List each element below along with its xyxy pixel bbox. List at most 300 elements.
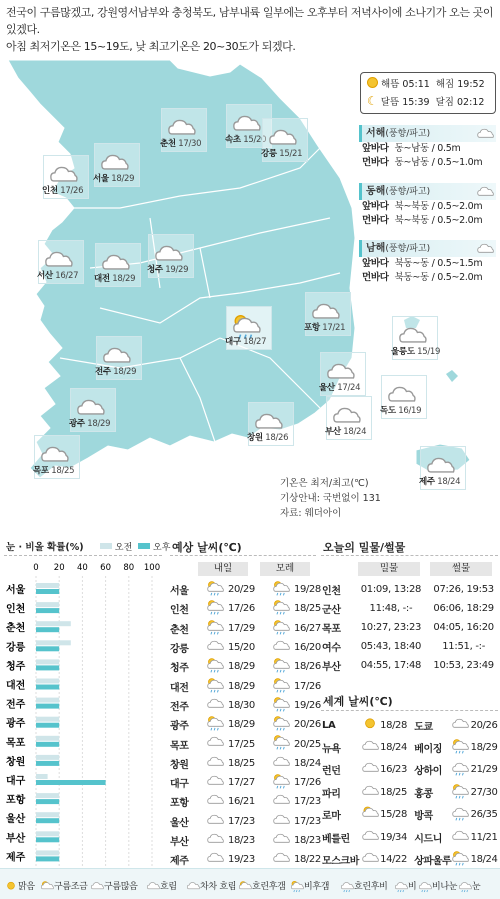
- city-name: 광주: [69, 419, 85, 429]
- city-name: 목포: [33, 466, 49, 476]
- rain-legend: 오전 오후: [100, 540, 170, 553]
- forecast-city: 창원: [170, 759, 189, 771]
- forecast-col-dayafter: 모레: [260, 562, 310, 576]
- tide-low: 06:06, 18:29: [433, 603, 494, 614]
- category-label: 강릉: [6, 642, 26, 654]
- forecast-temp-tomorrow: 20/29: [228, 584, 255, 596]
- forecast-temp-tomorrow: 18/30: [228, 699, 255, 711]
- city-temp: 16/19: [398, 406, 422, 416]
- axis-tick-label: 0: [33, 563, 39, 573]
- forecast-row: [170, 676, 338, 695]
- category-label: 포항: [6, 795, 26, 807]
- forecast-city: 목포: [170, 740, 189, 752]
- bar-pm: [36, 627, 59, 632]
- legend-item: [394, 879, 416, 896]
- cloudy-icon: [206, 638, 228, 657]
- axis-tick-label: 60: [100, 563, 112, 573]
- map-city-1: [161, 108, 207, 152]
- forecast-temp-tomorrow: 17/23: [228, 815, 255, 827]
- city-temp: 18/27: [243, 337, 267, 347]
- forecast-row: [170, 792, 338, 811]
- category-label: 울산: [6, 814, 26, 826]
- city-name: 제주: [419, 477, 435, 487]
- legend-item: [238, 879, 286, 896]
- world-city: 파리: [322, 788, 341, 800]
- map-city-18: [420, 446, 466, 490]
- tide-row: [322, 618, 500, 637]
- tide-city: 여수: [322, 643, 341, 654]
- divider: [170, 555, 316, 556]
- cloudy-icon: [206, 696, 228, 715]
- cloudy-icon: [361, 826, 380, 848]
- forecast-temp-tomorrow: 19/23: [228, 854, 255, 866]
- pm-swatch: [138, 543, 150, 549]
- forecast-temp-dayafter: 17/23: [294, 796, 321, 808]
- forecast-temp-tomorrow: 18/23: [228, 835, 255, 846]
- sea-row: 앞바다 동~남동 / 0.5m: [362, 143, 461, 154]
- sea-row: 먼바다 북~북동 / 0.5~2.0m: [362, 215, 483, 226]
- axis-tick-label: 80: [123, 563, 135, 573]
- city-temp: 15/21: [279, 149, 303, 159]
- world-city: 홍콩: [414, 788, 433, 800]
- category-label: 목포: [6, 737, 26, 749]
- cloudy-icon: [272, 792, 294, 811]
- axis-tick-label: 100: [143, 563, 161, 573]
- forecast-temp-dayafter: 17/26: [294, 777, 321, 789]
- cloudy-icon: [476, 126, 494, 148]
- city-name: 춘천: [160, 139, 176, 149]
- city-temp: 18/26: [265, 433, 289, 443]
- tide-high: 04:55, 17:48: [360, 660, 422, 671]
- forecast-row: [170, 619, 338, 638]
- forecast-row: [170, 657, 338, 676]
- shower-icon: [272, 773, 294, 792]
- forecast-title: 예상 날씨(℃): [172, 541, 242, 554]
- bar-am: [36, 583, 59, 588]
- forecast-temp-tomorrow: 16/21: [228, 796, 255, 808]
- world-temp: 19/34: [380, 831, 407, 843]
- city-name: 강릉: [261, 149, 277, 159]
- shower-icon: [272, 715, 294, 734]
- shower-icon: [451, 781, 470, 803]
- bar-am: [36, 698, 59, 703]
- forecast-temp-tomorrow: 15/20: [228, 642, 255, 654]
- rain-icon: [340, 880, 354, 896]
- category-label: 창원: [6, 756, 26, 768]
- category-label: 전주: [6, 699, 26, 711]
- intro-line-2: 아침 최저기온은 15~19도, 낮 최고기온은 20~30도가 되겠다.: [6, 40, 296, 53]
- bar-am: [36, 831, 59, 836]
- shower-icon: [272, 599, 294, 618]
- legend-item: [418, 879, 457, 896]
- world-city: 뉴욕: [322, 744, 341, 756]
- category-label: 춘천: [6, 623, 26, 635]
- map-city-7: [95, 243, 141, 287]
- world-city: 모스크바: [322, 856, 360, 868]
- sun-icon: [367, 77, 378, 88]
- tide-low: 07:26, 19:53: [433, 584, 494, 595]
- cloudy-icon: [272, 754, 294, 773]
- shower-icon: [206, 599, 228, 618]
- forecast-row: [170, 754, 338, 773]
- city-temp: 16/27: [55, 271, 79, 281]
- cloudy-icon: [272, 638, 294, 657]
- city-name: 울산: [319, 383, 335, 393]
- bar-pm: [36, 646, 59, 651]
- world-city: 상파울루: [414, 856, 452, 868]
- rain-icon: [458, 880, 472, 896]
- category-label: 서울: [6, 585, 26, 596]
- category-label: 인천: [6, 604, 26, 616]
- tide-title: 오늘의 밀물/썰물: [323, 541, 406, 554]
- city-temp: 15/19: [417, 347, 441, 357]
- forecast-temp-dayafter: 18/24: [294, 757, 321, 769]
- city-name: 부산: [325, 427, 341, 437]
- axis-tick-label: 40: [76, 563, 88, 573]
- forecast-col-tomorrow: 내일: [198, 562, 248, 576]
- forecast-row: [170, 734, 338, 753]
- bar-pm: [36, 818, 59, 823]
- map-city-14: [70, 388, 116, 432]
- sunny-icon: [4, 880, 18, 896]
- tide-row: [322, 580, 500, 599]
- map-city-11: [391, 316, 441, 360]
- world-temp: 15/28: [380, 809, 407, 821]
- forecast-city: 전주: [170, 701, 189, 713]
- forecast-city: 부산: [170, 837, 189, 848]
- world-title: 세계 날씨(℃): [323, 695, 393, 708]
- forecast-row: [170, 831, 338, 850]
- bar-am: [36, 602, 59, 607]
- tide-city: 부산: [322, 662, 341, 673]
- sunny-icon: [361, 714, 380, 736]
- city-name: 대전: [94, 274, 110, 284]
- world-temp: 26/35: [470, 809, 498, 821]
- tide-low: 10:53, 23:49: [433, 660, 494, 671]
- cloudy-icon: [206, 792, 228, 811]
- tide-city: 목포: [322, 624, 341, 635]
- city-temp: 18/29: [113, 367, 137, 377]
- world-city: 베를린: [322, 833, 350, 845]
- forecast-temp-dayafter: 19/26: [294, 699, 321, 711]
- shower-icon: [272, 676, 294, 695]
- world-row: [322, 714, 500, 736]
- legend-item: [290, 879, 329, 896]
- world-city: 런던: [322, 766, 341, 778]
- cloudy-icon: [206, 831, 228, 850]
- tide-high: 01:09, 13:28: [360, 584, 422, 595]
- forecast-temp-tomorrow: 18/25: [228, 757, 255, 769]
- bar-am: [36, 640, 71, 645]
- forecast-row: [170, 715, 338, 734]
- tide-city: 인천: [322, 586, 341, 597]
- forecast-row: [170, 812, 338, 831]
- world-city: 도쿄: [414, 721, 433, 733]
- city-temp: 18/24: [437, 477, 461, 487]
- city-temp: 18/29: [112, 274, 136, 284]
- legend-label: 비나눈: [432, 882, 458, 892]
- city-name: 전주: [95, 367, 111, 377]
- legend-item: [146, 879, 177, 896]
- bar-pm: [36, 685, 59, 690]
- sea-2: [359, 240, 496, 285]
- bar-am: [36, 679, 59, 684]
- legend-label: 차차 흐림: [200, 882, 237, 892]
- forecast-city: 서울: [170, 586, 189, 598]
- world-temp: 21/29: [470, 764, 498, 776]
- world-row: [322, 736, 500, 758]
- category-label: 대구: [6, 776, 26, 787]
- legend-label: 흐린후비: [354, 882, 388, 892]
- forecast-temp-dayafter: 16/20: [294, 642, 321, 654]
- shower-icon: [272, 734, 294, 753]
- city-name: 독도: [380, 406, 396, 416]
- legend-label: 비후갬: [304, 882, 330, 892]
- world-temp: 18/24: [380, 742, 407, 754]
- sea-1: [359, 183, 496, 228]
- cloudy-icon: [451, 714, 470, 736]
- sea-row: 앞바다 북동~동 / 0.5~1.5m: [362, 258, 483, 269]
- bar-pm: [36, 780, 106, 785]
- rain-chart-title: 눈 · 비올 확률(%): [6, 542, 84, 553]
- map-city-4: [43, 155, 89, 199]
- forecast-temp-tomorrow: 18/29: [228, 661, 255, 673]
- bar-pm: [36, 723, 59, 728]
- divider: [4, 555, 162, 556]
- forecast-row: [170, 696, 338, 715]
- city-name: 울릉도: [391, 347, 415, 357]
- forecast-temp-dayafter: 18/25: [294, 603, 321, 615]
- world-temp: 18/28: [380, 719, 407, 731]
- divider: [321, 555, 498, 556]
- forecast-row: [170, 773, 338, 792]
- shower-icon: [206, 619, 228, 638]
- partly-cloudy-icon: [40, 880, 54, 896]
- tide-table: [322, 580, 500, 675]
- city-temp: 18/25: [51, 466, 75, 476]
- bar-pm: [36, 589, 59, 594]
- forecast-temp-tomorrow: 17/25: [228, 738, 255, 750]
- world-row: [322, 804, 500, 826]
- world-city: LA: [322, 719, 336, 731]
- forecast-temp-tomorrow: 18/29: [228, 719, 255, 731]
- forecast-city: 인천: [170, 605, 189, 617]
- shower-icon: [272, 696, 294, 715]
- forecast-temp-dayafter: 18/23: [294, 835, 321, 846]
- world-row: [322, 759, 500, 781]
- forecast-temp-tomorrow: 17/27: [228, 777, 255, 789]
- cloudy-icon: [451, 826, 470, 848]
- bar-am: [36, 774, 48, 779]
- forecast-table: [170, 580, 338, 869]
- world-temp: 27/30: [470, 786, 498, 798]
- forecast-temp-dayafter: 17/23: [294, 815, 321, 827]
- rain-icon: [418, 880, 432, 896]
- world-temp: 14/22: [380, 854, 407, 866]
- map-notes: 기온은 최저/최고(℃) 기상안내: 국번없이 131 자료: 웨더아이: [280, 478, 381, 519]
- map-city-17: [34, 435, 80, 479]
- city-name: 서산: [37, 271, 53, 281]
- forecast-city: 대구: [170, 779, 189, 791]
- world-city: 베이징: [414, 744, 442, 756]
- city-temp: 17/24: [337, 383, 361, 393]
- cloudy-icon: [272, 831, 294, 850]
- city-name: 속초: [225, 135, 241, 145]
- city-name: 인천: [42, 186, 58, 196]
- forecast-city: 울산: [170, 817, 189, 829]
- city-temp: 18/29: [87, 419, 111, 429]
- legend-item: [458, 879, 480, 896]
- city-temp: 18/24: [343, 427, 367, 437]
- forecast-temp-dayafter: 20/26: [294, 719, 321, 731]
- cloudy-icon: [361, 781, 380, 803]
- sun-moon-box: 해뜸 05:11 해짐 19:52 ☾ 달뜸 15:39 달짐 02:12: [360, 72, 496, 114]
- legend-label: 흐린후갬: [252, 882, 286, 892]
- bar-pm: [36, 704, 59, 709]
- shower-icon: [272, 657, 294, 676]
- rain-icon: [394, 880, 408, 896]
- bar-pm: [36, 799, 59, 804]
- cloudy-icon: [476, 241, 494, 263]
- sea-row: 앞바다 북~북동 / 0.5~2.0m: [362, 201, 483, 212]
- bar-am: [36, 793, 59, 798]
- cloudy-icon: [272, 812, 294, 831]
- intro-line-1: 전국이 구름많겠고, 강원영서남부와 충청북도, 남부내륙 일부에는 오후부터 저녁사이에 소나기가 오는 곳이 있겠다.: [6, 6, 494, 36]
- map-city-15: [248, 402, 294, 446]
- forecast-city: 청주: [170, 663, 189, 675]
- am-swatch: [100, 543, 112, 549]
- tide-row: [322, 656, 500, 675]
- map-city-3: [94, 143, 140, 187]
- shower-icon: [206, 715, 228, 734]
- map-city-2: [262, 118, 308, 162]
- city-temp: 15/20: [243, 135, 267, 145]
- forecast-city: 제주: [170, 856, 189, 868]
- bar-pm: [36, 665, 59, 670]
- legend-label: 비: [408, 882, 417, 892]
- sea-row: 먼바다 북동~동 / 0.5~2.0m: [362, 272, 483, 283]
- world-temp: 18/25: [380, 786, 407, 798]
- forecast-temp-dayafter: 20/25: [294, 738, 321, 750]
- moon-icon: ☾: [367, 94, 378, 108]
- forecast-city: 강릉: [170, 644, 189, 656]
- legend-label: 흐림: [160, 882, 177, 892]
- forecast-temp-tomorrow: 17/29: [228, 622, 255, 634]
- city-name: 창원: [247, 433, 263, 443]
- cloudy-icon: [206, 850, 228, 869]
- cloudy-icon: [186, 880, 200, 896]
- cloudy-icon: [90, 880, 104, 896]
- legend-label: 눈: [472, 882, 481, 892]
- rain-icon: [451, 759, 470, 781]
- cloudy-icon: [476, 184, 494, 206]
- bar-pm: [36, 837, 59, 842]
- tide-row: [322, 599, 500, 618]
- bar-am: [36, 736, 59, 741]
- forecast-temp-dayafter: 18/26: [294, 661, 321, 673]
- map-city-9: [305, 292, 351, 336]
- map-city-5: [148, 234, 194, 278]
- map-city-12: [320, 352, 366, 396]
- legend-item: [4, 879, 35, 896]
- bar-pm: [36, 608, 59, 613]
- map-city-16: [326, 396, 372, 440]
- cloudy-icon: [272, 850, 294, 869]
- city-temp: 18/29: [111, 174, 135, 184]
- city-name: 대구: [225, 337, 241, 347]
- forecast-city: 춘천: [170, 624, 189, 636]
- tide-low: 04:05, 16:20: [433, 622, 494, 633]
- shower-icon: [272, 580, 294, 599]
- shower-icon: [206, 580, 228, 599]
- cloudy-icon: [206, 812, 228, 831]
- cloudy-icon: [361, 736, 380, 758]
- axis-tick-label: 20: [53, 563, 65, 573]
- world-temp: 11/21: [470, 831, 498, 843]
- forecast-city: 광주: [170, 721, 189, 733]
- cloudy-icon: [206, 754, 228, 773]
- rain-icon: [451, 804, 470, 826]
- forecast-row: [170, 850, 338, 869]
- shower-icon: [290, 880, 304, 896]
- forecast-temp-tomorrow: 18/29: [228, 680, 255, 692]
- forecast-temp-dayafter: 17/26: [294, 680, 321, 692]
- intro-text: [6, 4, 496, 55]
- bar-am: [36, 659, 59, 664]
- forecast-temp-tomorrow: 17/26: [228, 603, 255, 615]
- tide-col-low: 썰물: [430, 562, 492, 576]
- cloudy-icon: [146, 880, 160, 896]
- divider: [321, 710, 498, 711]
- cloudy-icon: [361, 759, 380, 781]
- rain-probability-chart: [2, 558, 162, 868]
- world-city: 시드니: [414, 833, 442, 845]
- legend-item: [186, 879, 236, 896]
- tide-col-high: 밀물: [358, 562, 420, 576]
- category-label: 부산: [6, 833, 26, 845]
- map-city-6: [38, 240, 84, 284]
- legend-label: 맑음: [18, 882, 35, 892]
- shower-icon: [451, 736, 470, 758]
- forecast-row: [170, 599, 338, 618]
- partly-cloudy-icon: [238, 880, 252, 896]
- category-label: 대전: [6, 680, 26, 692]
- forecast-temp-dayafter: 16/27: [294, 622, 321, 634]
- category-label: 광주: [6, 718, 26, 730]
- tide-high: 10:27, 23:23: [360, 622, 422, 633]
- world-row: [322, 781, 500, 803]
- tide-row: [322, 637, 500, 656]
- forecast-row: [170, 580, 338, 599]
- city-temp: 17/30: [178, 139, 202, 149]
- legend-item: [340, 879, 388, 896]
- forecast-temp-dayafter: 18/22: [294, 854, 321, 866]
- city-name: 서울: [93, 174, 109, 184]
- legend-bar: [0, 868, 500, 899]
- partly-cloudy-icon: [361, 804, 380, 826]
- weather-map: [0, 58, 500, 526]
- forecast-city: 대전: [170, 682, 189, 694]
- world-temp: 18/24: [470, 854, 498, 866]
- world-table: [322, 714, 500, 871]
- sea-header: 남해(풍향/파고): [359, 240, 496, 257]
- shower-icon: [206, 676, 228, 695]
- cloudy-icon: [206, 773, 228, 792]
- tide-high: 11:48, -:-: [369, 603, 413, 614]
- shower-icon: [272, 619, 294, 638]
- shower-icon: [206, 657, 228, 676]
- bar-am: [36, 850, 59, 855]
